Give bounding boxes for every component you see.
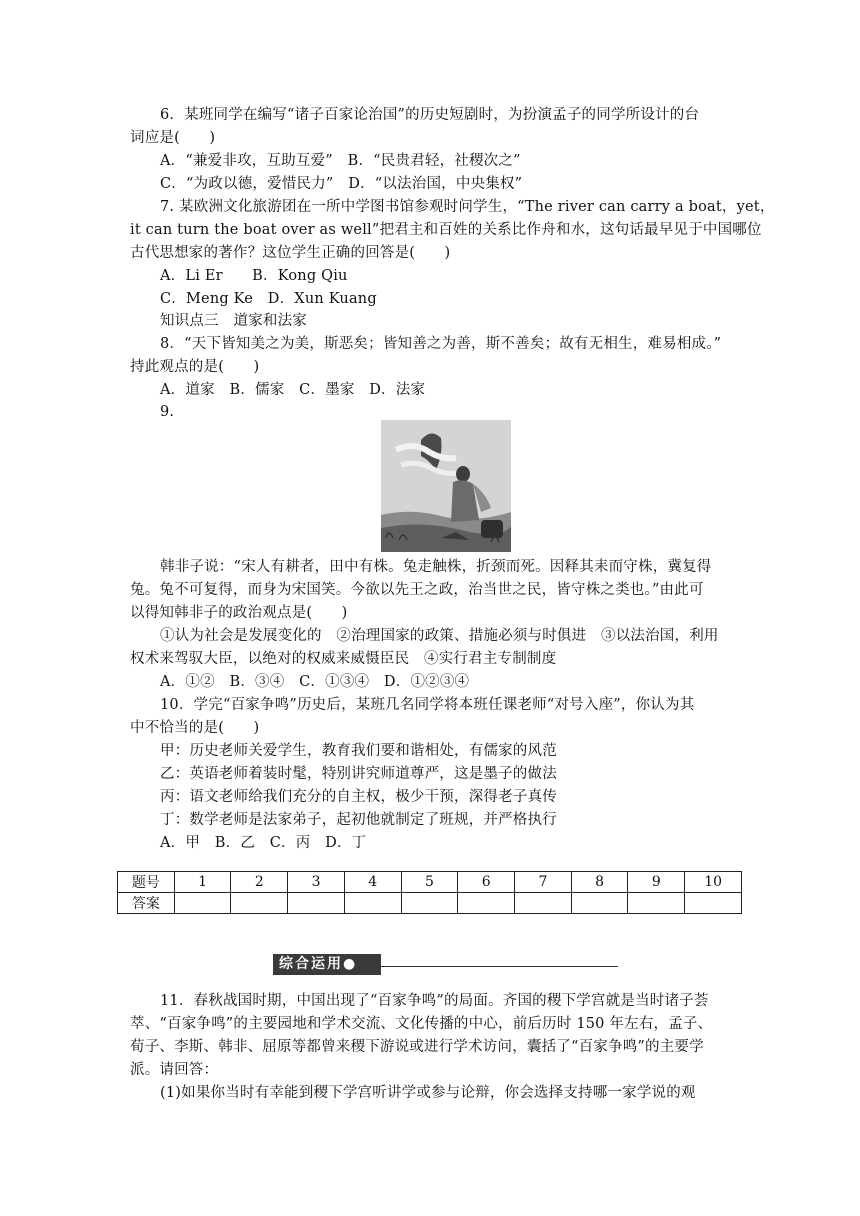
q11-stem: 11．春秋战国时期，中国出现了“百家争鸣”的局面。齐国的稷下学宫就是当时诸子荟 xyxy=(160,993,709,1009)
table-number-cell: 10 xyxy=(685,872,742,893)
answer-cell[interactable] xyxy=(628,893,685,914)
q9-stem-cont2: 以得知韩非子的政治观点是( ) xyxy=(130,605,348,621)
q11-subquestion-1: (1)如果你当时有幸能到稷下学宫听讲学或参与论辩，你会选择支持哪一家学说的观 xyxy=(160,1085,696,1101)
q7-stem-cont: it can turn the boat over as well”把君主和百姓的关系比作舟和水，这句话最早见于中国哪位 xyxy=(130,222,762,238)
q6-stem: 6．某班同学在编写“诸子百家论治国”的历史短剧时，为扮演孟子的同学所设计的台 xyxy=(160,107,700,123)
section-heading: 知识点三 道家和法家 xyxy=(160,313,307,329)
answer-cell[interactable] xyxy=(685,893,742,914)
q7-stem-cont2: 古代思想家的著作？这位学生正确的回答是( ) xyxy=(130,245,451,261)
answer-cell[interactable] xyxy=(344,893,401,914)
q8-stem: 8．“天下皆知美之为美，斯恶矣；皆知善之为善，斯不善矣；故有无相生，难易相成。” xyxy=(160,336,722,352)
q8-options: A．道家 B．儒家 C．墨家 D．法家 xyxy=(160,382,426,398)
table-header-label: 题号 xyxy=(118,872,175,893)
answer-cell[interactable] xyxy=(231,893,288,914)
shouzhudaitu-illustration xyxy=(381,420,511,552)
table-number-cell: 1 xyxy=(174,872,231,893)
q9-items-cont: 权术来驾驭大臣，以绝对的权威来威慑臣民 ④实行君主专制制度 xyxy=(130,651,557,667)
answer-table xyxy=(117,871,742,914)
q9-stem: 韩非子说：“宋人有耕者，田中有株。兔走触株，折颈而死。因释其耒而守株，冀复得 xyxy=(160,559,712,575)
q6-options-cd: C．“为政以德，爱惜民力” D．“以法治国，中央集权” xyxy=(160,176,523,192)
q11-stem-cont2: 荀子、李斯、韩非、屈原等都曾来稷下游说或进行学术访问，囊括了“百家争鸣”的主要学 xyxy=(130,1039,704,1055)
answer-cell[interactable] xyxy=(288,893,345,914)
table-number-cell: 5 xyxy=(401,872,458,893)
table-number-cell: 6 xyxy=(458,872,515,893)
q10-stem: 10．学完“百家争鸣”历史后，某班几名同学将本班任课老师“对号入座”，你认为其 xyxy=(160,697,695,713)
section-banner-label: 综合运用● xyxy=(273,954,381,975)
q9-items: ①认为社会是发展变化的 ②治理国家的政策、措施必须与时俱进 ③以法治国，利用 xyxy=(160,628,719,644)
q10-jia: 甲：历史老师关爱学生，教育我们要和谐相处，有儒家的风范 xyxy=(160,743,557,759)
answer-cell[interactable] xyxy=(515,893,572,914)
table-answer-label: 答案 xyxy=(118,893,175,914)
table-number-cell: 7 xyxy=(515,872,572,893)
answer-cell[interactable] xyxy=(174,893,231,914)
table-row xyxy=(118,893,742,914)
q7-options-ab: A．Li Er B．Kong Qiu xyxy=(160,268,348,284)
table-number-cell: 9 xyxy=(628,872,685,893)
q9-stem-cont: 兔。兔不可复得，而身为宋国笑。今欲以先王之政，治当世之民，皆守株之类也。”由此可 xyxy=(130,582,704,598)
q11-stem-cont: 萃、“百家争鸣”的主要园地和学术交流、文化传播的中心，前后历时 150 年左右，孟子、 xyxy=(130,1016,713,1032)
q8-stem-cont: 持此观点的是( ) xyxy=(130,359,260,375)
answer-cell[interactable] xyxy=(458,893,515,914)
table-row xyxy=(118,872,742,893)
table-number-cell: 4 xyxy=(344,872,401,893)
table-number-cell: 2 xyxy=(231,872,288,893)
answer-cell[interactable] xyxy=(571,893,628,914)
illustration-drawing xyxy=(381,420,511,552)
q10-yi: 乙：英语老师着装时髦，特别讲究师道尊严，这是墨子的做法 xyxy=(160,766,557,782)
answer-cell[interactable] xyxy=(401,893,458,914)
q9-number: 9. xyxy=(160,404,175,420)
q10-options: A．甲 B．乙 C．丙 D．丁 xyxy=(160,835,367,851)
q6-stem-cont: 词应是( ) xyxy=(130,130,216,146)
section-banner xyxy=(273,954,618,976)
table-number-cell: 3 xyxy=(288,872,345,893)
q10-ding: 丁：数学老师是法家弟子，起初他就制定了班规，并严格执行 xyxy=(160,812,557,828)
q6-options-ab: A．“兼爱非攻，互助互爱” B．“民贵君轻，社稷次之” xyxy=(160,153,521,169)
q7-stem: 7. 某欧洲文化旅游团在一所中学图书馆参观时问学生，“The river can carry a boat，yet， xyxy=(160,199,775,215)
q10-bing: 丙：语文老师给我们充分的自主权，极少干预，深得老子真传 xyxy=(160,789,557,805)
q10-stem-cont: 中不恰当的是( ) xyxy=(130,720,260,736)
q9-options: A．①② B．③④ C．①③④ D．①②③④ xyxy=(160,674,470,690)
table-number-cell: 8 xyxy=(571,872,628,893)
q7-options-cd: C．Meng Ke D．Xun Kuang xyxy=(160,291,377,307)
section-banner-rule xyxy=(381,966,618,967)
q11-stem-cont3: 派。请回答： xyxy=(130,1062,219,1078)
